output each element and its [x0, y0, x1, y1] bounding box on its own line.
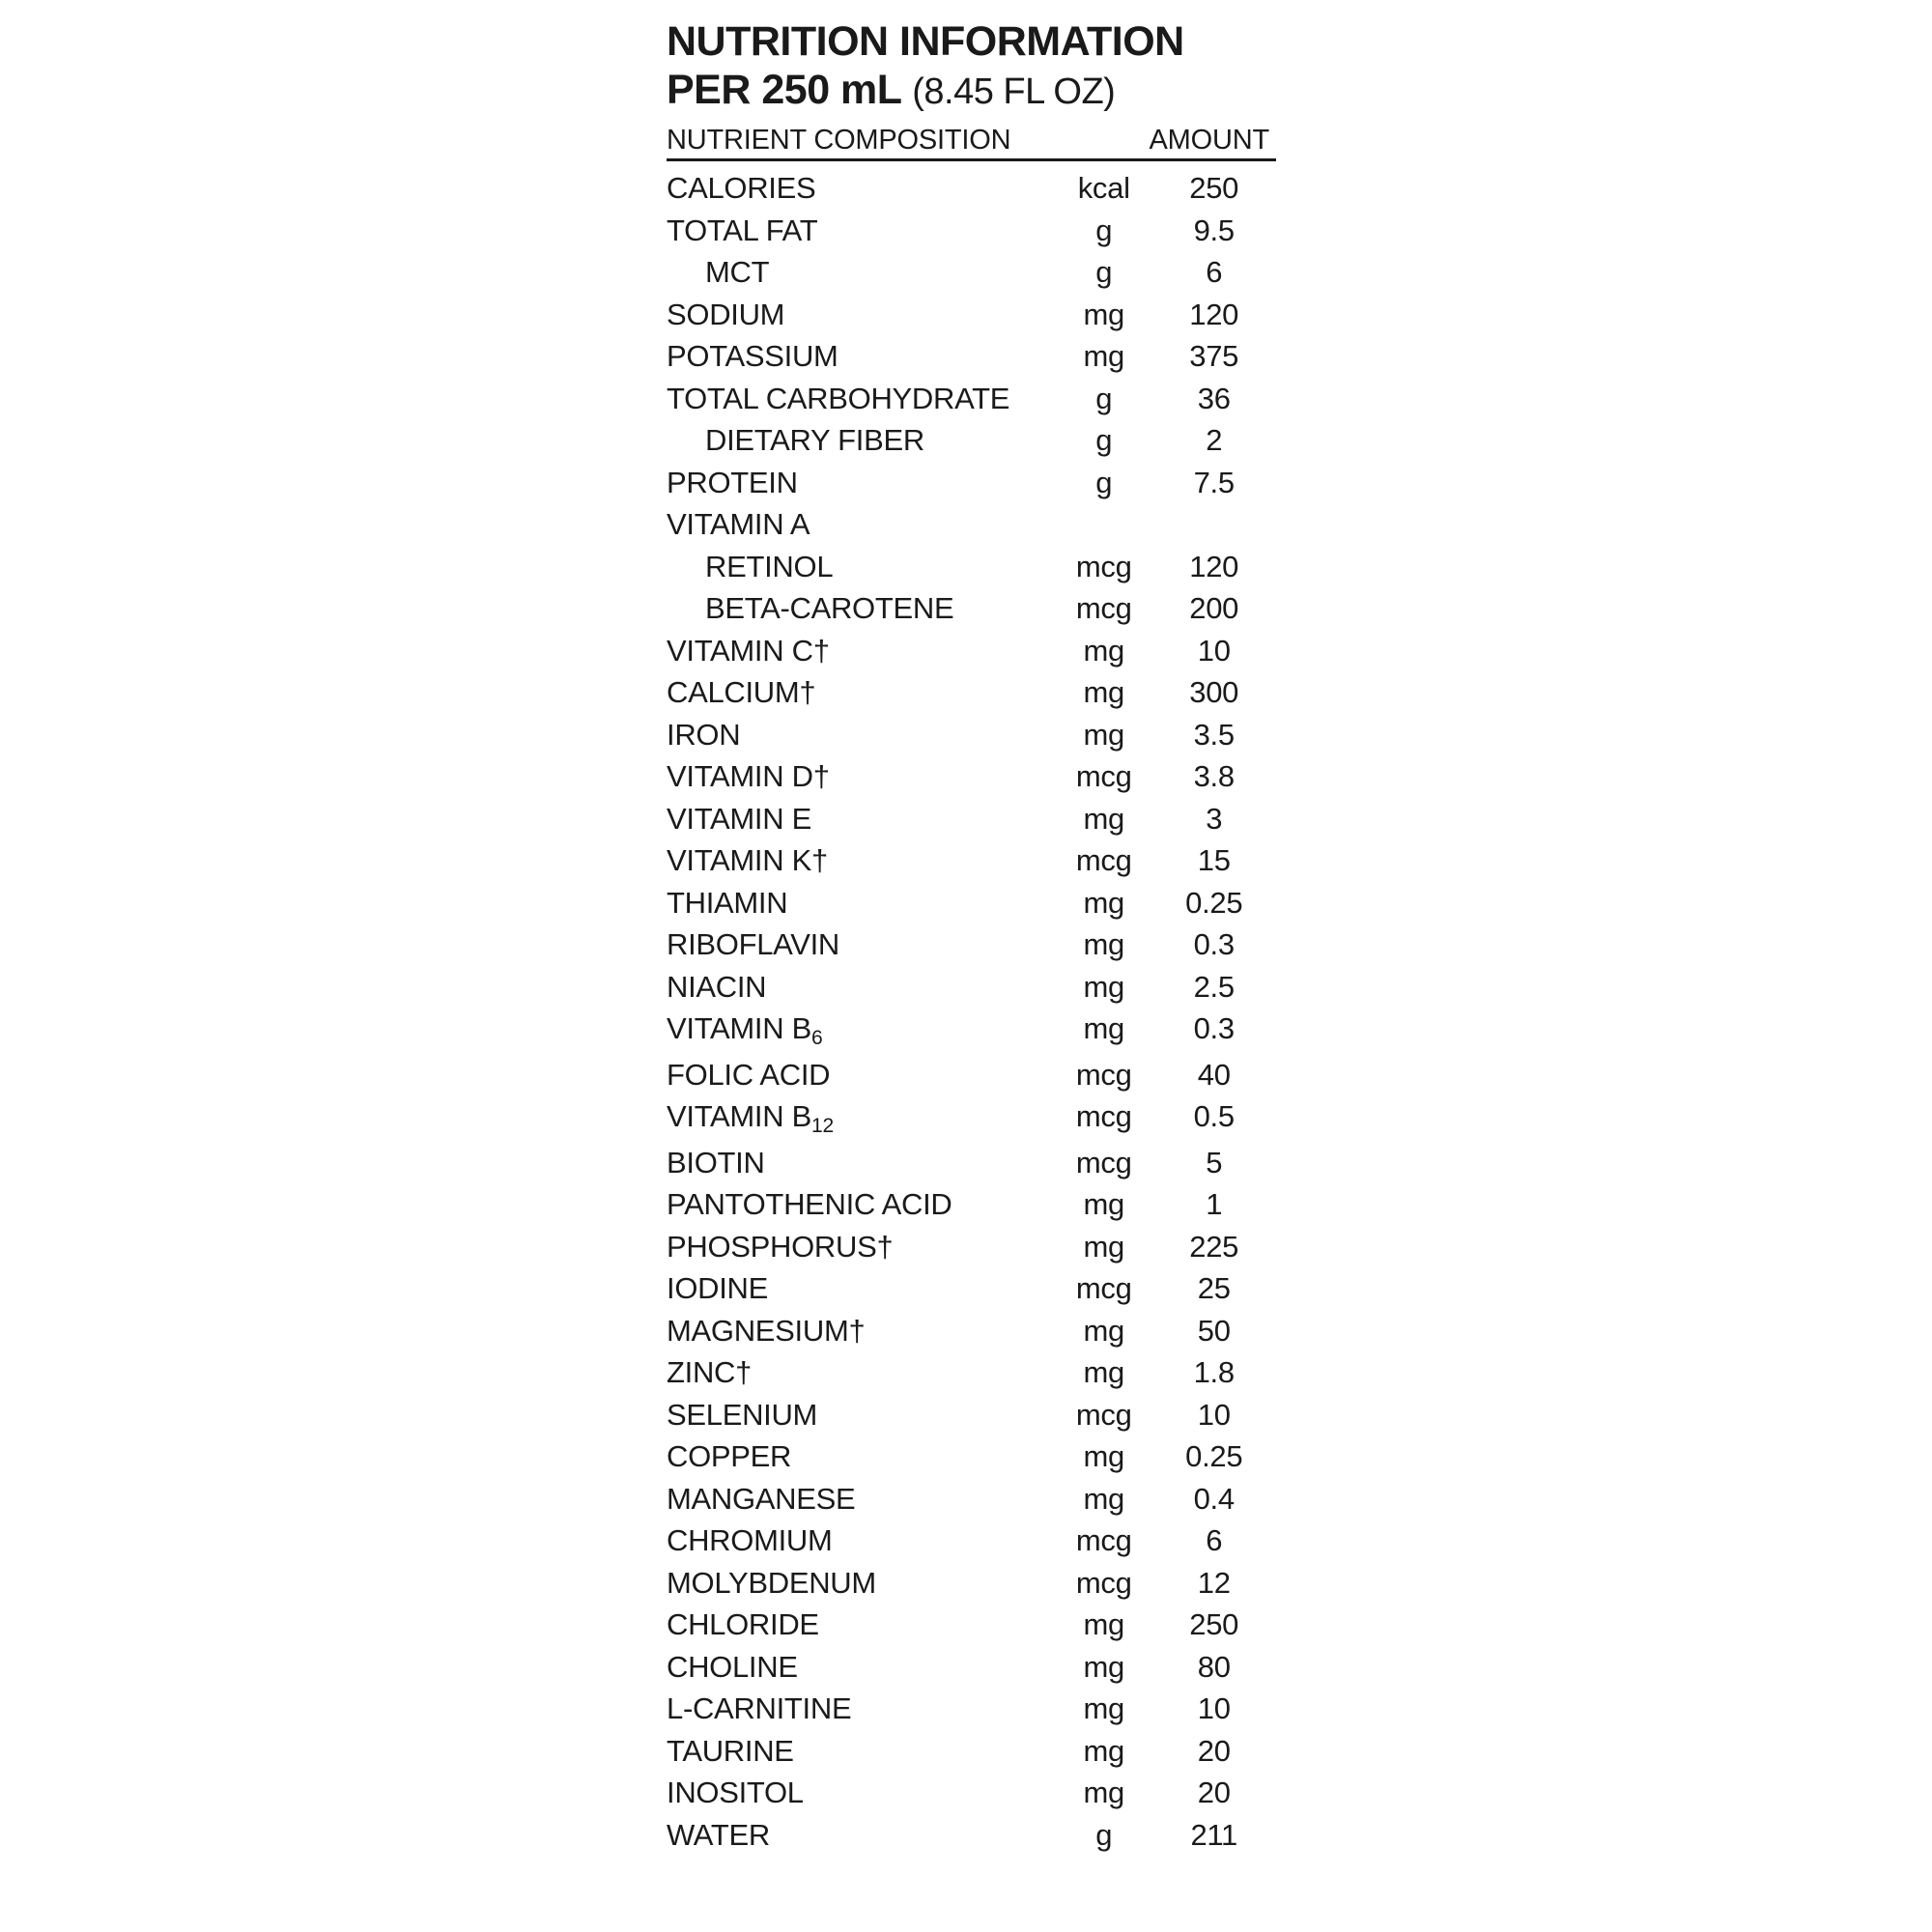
nutrient-amount: 3 [1206, 801, 1223, 836]
nutrition-information-panel [667, 17, 1275, 1856]
nutrient-unit: g [1095, 381, 1113, 415]
column-header-nutrient: NUTRIENT COMPOSITION [667, 125, 1011, 156]
nutrient-unit: mg [1083, 1733, 1124, 1768]
nutrition-row [667, 1095, 1276, 1142]
nutrient-amount: 300 [1189, 675, 1239, 709]
nutrient-amount: 80 [1197, 1649, 1231, 1684]
nutrient-amount: 0.3 [1193, 927, 1235, 961]
nutrient-amount: 10 [1197, 633, 1231, 668]
nutrition-row [667, 714, 1276, 756]
nutrient-unit: mcg [1075, 549, 1132, 583]
nutrient-name: MAGNESIUM† [667, 1313, 866, 1348]
column-headers [667, 116, 1275, 156]
nutrition-row [667, 839, 1276, 882]
panel-serving-size [667, 66, 1275, 116]
nutrition-row [667, 1267, 1276, 1310]
nutrient-name: CHOLINE [667, 1649, 798, 1684]
nutrient-amount: 0.4 [1193, 1481, 1235, 1516]
nutrient-amount: 36 [1197, 381, 1231, 415]
nutrient-amount: 20 [1197, 1776, 1231, 1809]
nutrient-name: CHLORIDE [667, 1607, 819, 1641]
nutrient-unit: mcg [1075, 1397, 1132, 1432]
nutrient-name: NIACIN [667, 969, 767, 1004]
nutrient-name: MANGANESE [667, 1481, 856, 1516]
nutrient-unit: mcg [1075, 1523, 1132, 1557]
nutrient-name: RETINOL [705, 549, 834, 583]
nutrient-unit: mg [1083, 885, 1124, 920]
nutrient-unit: mg [1083, 801, 1124, 836]
nutrient-amount: 2 [1206, 423, 1223, 457]
nutrient-amount: 12 [1197, 1565, 1231, 1600]
nutrient-name: THIAMIN [667, 885, 788, 920]
nutrition-row [667, 923, 1276, 966]
nutrient-name: TOTAL FAT [667, 213, 818, 247]
nutrient-amount: 20 [1197, 1733, 1231, 1768]
nutrient-name: SELENIUM [667, 1397, 818, 1432]
nutrient-name: VITAMIN $B_6$ [667, 1011, 823, 1049]
nutrition-row [667, 882, 1276, 924]
nutrient-amount: 0.25 [1185, 885, 1243, 920]
nutrient-name: MCT [705, 255, 770, 289]
nutrient-name: CALCIUM† [667, 675, 816, 709]
nutrient-name: RIBOFLAVIN [667, 927, 840, 961]
nutrient-unit: g [1095, 213, 1113, 247]
nutrition-row [667, 966, 1276, 1009]
nutrition-row [667, 167, 1276, 210]
nutrient-unit: mg [1083, 675, 1124, 709]
nutrient-amount: 25 [1197, 1271, 1231, 1305]
nutrition-row [667, 1520, 1276, 1562]
nutrient-unit: mg [1083, 1439, 1124, 1473]
nutrient-name: PANTOTHENIC ACID [667, 1187, 952, 1221]
nutrient-name: DIETARY FIBER [705, 423, 924, 457]
nutrition-row [667, 462, 1276, 504]
nutrient-unit: mcg [1075, 1145, 1132, 1179]
nutrient-name: TAURINE [667, 1733, 794, 1768]
nutrient-name: CALORIES [667, 171, 816, 205]
nutrient-name: VITAMIN A [667, 507, 810, 541]
nutrition-row [667, 587, 1276, 630]
nutrient-amount: 6 [1206, 1523, 1223, 1557]
nutrient-amount: 6 [1206, 255, 1223, 289]
nutrient-amount: 120 [1189, 549, 1239, 583]
nutrition-row [667, 630, 1276, 672]
nutrition-table-body [667, 167, 1276, 1856]
nutrient-unit: mg [1083, 1691, 1124, 1725]
nutrient-amount: 1.8 [1193, 1355, 1235, 1389]
nutrient-name: ZINC† [667, 1355, 753, 1389]
nutrient-amount: 10 [1197, 1691, 1231, 1725]
nutrition-row [667, 1478, 1276, 1520]
nutrition-row [667, 1394, 1276, 1436]
nutrition-row [667, 1604, 1276, 1646]
nutrient-unit: mg [1083, 1607, 1124, 1641]
nutrition-row [667, 335, 1276, 378]
nutrient-name: SODIUM [667, 297, 785, 331]
nutrient-amount: 0.25 [1185, 1439, 1243, 1473]
nutrient-name: TOTAL CARBOHYDRATE [667, 381, 1010, 415]
nutrient-unit: mg [1083, 969, 1124, 1004]
nutrient-unit [1056, 503, 1151, 546]
nutrient-unit: g [1095, 423, 1113, 457]
nutrition-row [667, 1562, 1276, 1605]
nutrition-row [667, 419, 1276, 462]
nutrition-row [667, 210, 1276, 252]
nutrition-row [667, 1688, 1276, 1730]
nutrient-unit: mg [1083, 1355, 1124, 1389]
nutrition-row [667, 1435, 1276, 1478]
nutrient-unit: mg [1083, 1481, 1124, 1516]
nutrient-unit: mg [1083, 1229, 1124, 1264]
panel-header [667, 17, 1275, 116]
nutrient-unit: mcg [1075, 591, 1132, 625]
nutrient-name: CHROMIUM [667, 1523, 833, 1557]
nutrition-row [667, 1814, 1276, 1857]
nutrient-name: IRON [667, 717, 741, 752]
serving-size-alt: (8.45 FL OZ) [912, 71, 1116, 112]
nutrient-name: FOLIC ACID [667, 1057, 831, 1092]
nutrient-amount: 40 [1197, 1057, 1231, 1092]
nutrition-row [667, 1310, 1276, 1352]
nutrient-name: COPPER [667, 1439, 792, 1473]
nutrient-name: BETA-CAROTENE [705, 591, 954, 625]
nutrient-name: WATER [667, 1817, 770, 1852]
nutrient-name: INOSITOL [667, 1776, 804, 1809]
nutrient-unit: mg [1083, 1187, 1124, 1221]
nutrient-unit: g [1095, 465, 1113, 499]
nutrient-unit: mcg [1075, 1057, 1132, 1092]
nutrition-row [667, 1183, 1276, 1226]
nutrient-amount: 9.5 [1193, 213, 1235, 247]
nutrient-amount: 7.5 [1193, 465, 1235, 499]
nutrient-name: PHOSPHORUS† [667, 1229, 894, 1264]
nutrient-amount: 0.3 [1193, 1011, 1235, 1045]
nutrient-amount: 250 [1189, 171, 1239, 205]
nutrient-amount: 225 [1189, 1229, 1239, 1264]
nutrient-unit: mg [1083, 717, 1124, 752]
header-divider [667, 158, 1276, 161]
nutrition-row [667, 546, 1276, 588]
nutrient-unit: mcg [1075, 843, 1132, 877]
nutrition-row [667, 1226, 1276, 1268]
nutrient-name: VITAMIN K† [667, 843, 828, 877]
nutrient-amount: 2.5 [1193, 969, 1235, 1004]
panel-title: NUTRITION INFORMATION [667, 18, 1184, 65]
nutrient-unit: mg [1083, 297, 1124, 331]
nutrient-unit: g [1095, 255, 1113, 289]
nutrient-amount: 120 [1189, 297, 1239, 331]
nutrition-table [667, 167, 1276, 1856]
nutrition-row [667, 1351, 1276, 1394]
nutrition-row [667, 1054, 1276, 1096]
nutrient-name: MOLYBDENUM [667, 1565, 876, 1600]
nutrient-name: VITAMIN D† [667, 759, 830, 793]
nutrient-amount: 5 [1206, 1145, 1223, 1179]
column-header-amount: AMOUNT [1149, 125, 1269, 156]
nutrition-row [667, 755, 1276, 798]
nutrition-row [667, 294, 1276, 336]
nutrient-unit: mcg [1075, 759, 1132, 793]
nutrient-amount: 1 [1206, 1187, 1223, 1221]
nutrient-amount: 3.8 [1193, 759, 1235, 793]
nutrient-name: POTASSIUM [667, 339, 838, 373]
nutrient-amount: 211 [1190, 1817, 1237, 1852]
nutrient-amount: 375 [1189, 339, 1239, 373]
nutrition-row [667, 1142, 1276, 1184]
nutrition-row [667, 671, 1276, 714]
nutrient-amount: 3.5 [1193, 717, 1235, 752]
nutrient-unit: mcg [1075, 1099, 1132, 1133]
nutrition-row [667, 503, 1276, 546]
nutrient-name: VITAMIN C† [667, 633, 830, 668]
nutrient-unit: kcal [1077, 171, 1130, 205]
nutrient-amount: 200 [1189, 591, 1239, 625]
nutrient-name: VITAMIN $B_{12}$ [667, 1099, 834, 1137]
nutrient-name: VITAMIN E [667, 801, 812, 836]
nutrient-amount: 250 [1189, 1607, 1239, 1641]
nutrient-unit: mg [1083, 927, 1124, 961]
nutrient-amount: 50 [1197, 1313, 1231, 1348]
nutrient-amount: 10 [1197, 1397, 1231, 1432]
nutrient-name: PROTEIN [667, 465, 798, 499]
nutrient-unit: mg [1083, 1649, 1124, 1684]
nutrition-row [667, 1730, 1276, 1773]
nutrition-row [667, 798, 1276, 840]
nutrient-amount: 0.5 [1193, 1099, 1235, 1133]
nutrient-amount: 15 [1197, 843, 1231, 877]
nutrient-unit: mcg [1075, 1565, 1132, 1600]
nutrient-name: IODINE [667, 1271, 768, 1305]
nutrition-row [667, 378, 1276, 420]
nutrition-row [667, 251, 1276, 294]
nutrient-unit: g [1095, 1817, 1113, 1852]
nutrient-amount [1151, 503, 1276, 546]
nutrient-unit: mg [1083, 1313, 1124, 1348]
nutrient-unit: mg [1083, 1011, 1124, 1045]
nutrient-unit: mg [1083, 1776, 1124, 1809]
nutrient-name: L-CARNITINE [667, 1691, 852, 1725]
nutrition-row [667, 1772, 1276, 1814]
nutrition-row [667, 1646, 1276, 1689]
serving-size-main: PER 250 mL [667, 67, 913, 113]
nutrient-name: BIOTIN [667, 1145, 765, 1179]
nutrient-unit: mg [1083, 339, 1124, 373]
nutrient-unit: mg [1083, 633, 1124, 668]
nutrient-unit: mcg [1075, 1271, 1132, 1305]
nutrition-row [667, 1008, 1276, 1054]
